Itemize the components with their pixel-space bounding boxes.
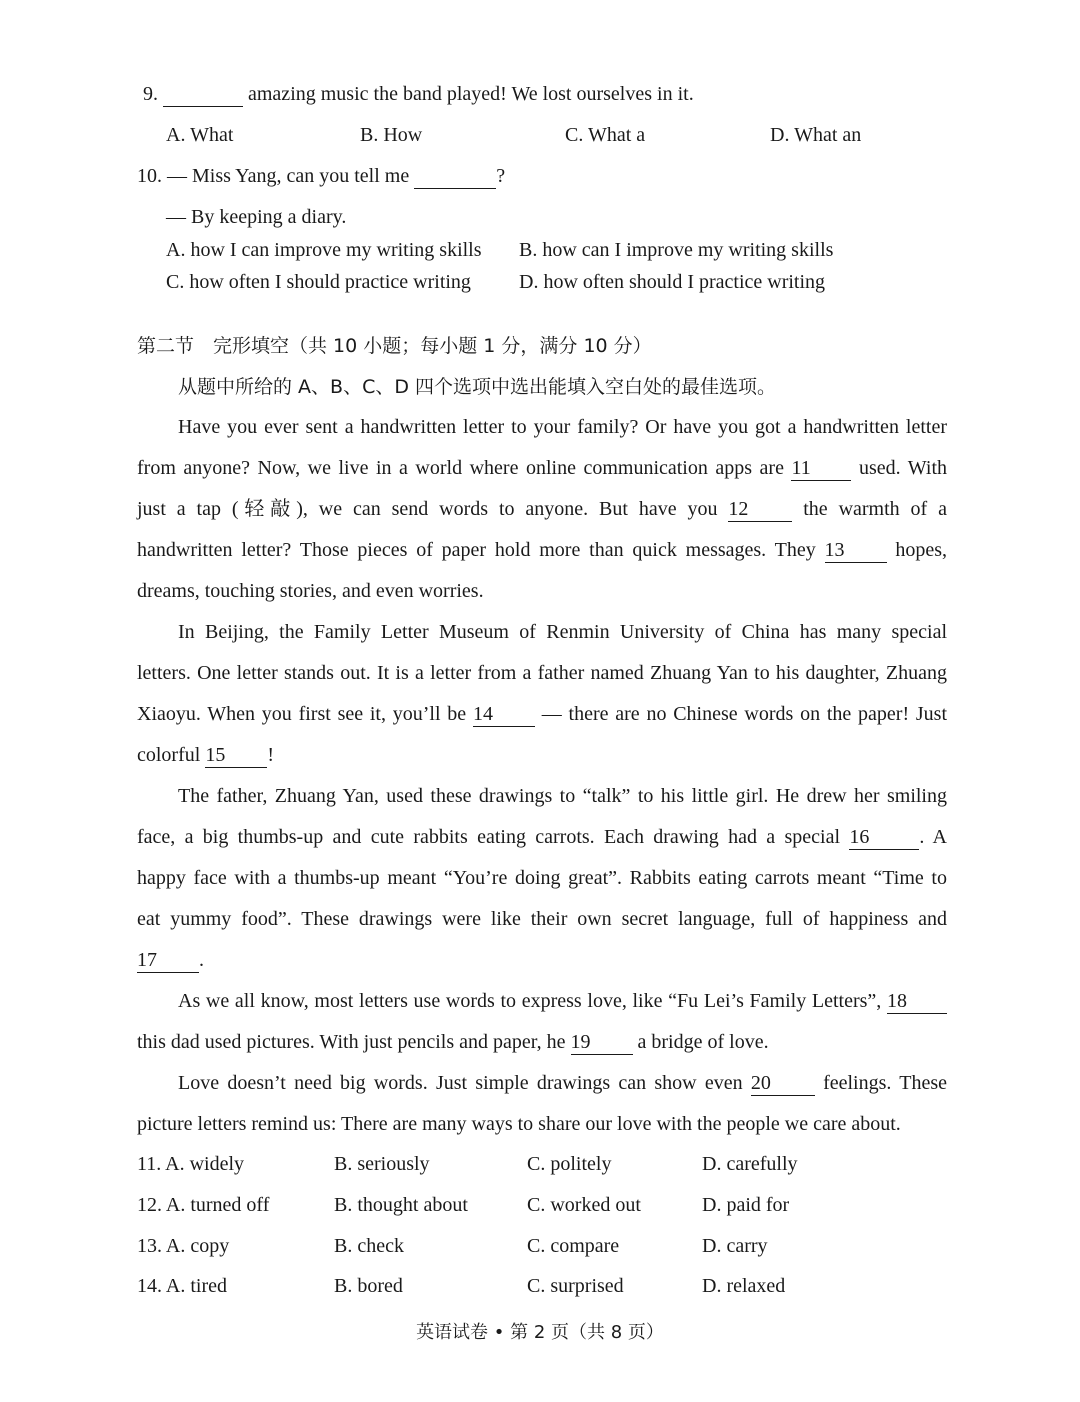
q13-option-a: 13. A. copy [137,1235,230,1257]
blank-20: 20 [751,1071,815,1096]
q14-option-a: 14. A. tired [137,1275,227,1297]
q9-number: 9. [143,83,158,105]
q11-option-c: C. politely [527,1153,612,1175]
passage-p1-r5: dreams, touching stories, and even worries. [137,580,484,602]
q9-option-d: D. What an [770,124,862,146]
q14-option-d: D. relaxed [702,1275,786,1297]
q9-option-b: B. How [360,124,423,146]
blank-17: 17 [137,948,199,973]
passage-p4-r1: As we all know, most letters use words to express love, like “Fu Lei’s Family Letters”, 18 [178,987,947,1015]
passage-p5-r1: Love doesn’t need big words. Just simple drawings can show even 20 feelings. These [178,1072,948,1094]
q10-option-b: B. how can I improve my writing skills [519,239,834,261]
q9-stem [143,80,694,108]
blank-15: 15 [205,743,267,768]
blank-12: 12 [728,497,792,522]
q10-stem [137,162,505,190]
q14-option-b: B. bored [334,1275,403,1297]
passage-p3-r2: face, a big thumbs-up and cute rabbits eating carrots. Each drawing had a special 16 . A [137,826,947,848]
q10-reply: — By keeping a diary. [166,206,347,228]
passage-p2-r1: In Beijing, the Family Letter Museum of Renmin University of China has many special [178,621,947,643]
section-instruction: 从题中所给的 A、B、C、D 四个选项中选出能填入空白处的最佳选项。 [178,376,777,398]
passage-p3-r1: The father, Zhuang Yan, used these drawings to “talk” to his little girl. He drew her smiling [178,785,947,807]
q10-option-d: D. how often should I practice writing [519,271,826,293]
q9-option-a: A. What [166,124,234,146]
passage-p5-r2: picture letters remind us: There are many ways to share our love with the people we care about. [137,1113,901,1135]
passage-p4-r2: this dad used pictures. With just pencils and paper, he 19 a bridge of love. [137,1031,769,1053]
q9-blank [163,82,243,107]
q9-option-c: C. What a [565,124,646,146]
passage-p3-r5: 17 . [137,949,204,971]
passage-p1-r1: Have you ever sent a handwritten letter to your family? Or have you got a handwritten letter [178,416,947,438]
blank-19: 19 [571,1030,633,1055]
q13-option-d: D. carry [702,1235,768,1257]
q9-stem-text: amazing music the band played! We lost ourselves in it. [248,83,694,105]
passage-p1-r3: just a tap (轻敲), we can send words to anyone. But have you 12 the warmth of a [137,498,947,520]
blank-16: 16 [849,825,919,850]
q10-option-a: A. how I can improve my writing skills [166,239,482,261]
passage-p1-r4: handwritten letter? Those pieces of paper hold more than quick messages. They 13 hopes, [137,539,948,561]
q10-option-c: C. how often I should practice writing [166,271,471,293]
page-footer: 英语试卷 • 第 2 页（共 8 页） [416,1322,664,1343]
q10-number: 10. [137,165,162,187]
blank-13: 13 [825,538,887,563]
blank-14: 14 [473,702,535,727]
passage-p2-r4: colorful 15 ! [137,744,274,766]
section-title: 第二节 完形填空（共 10 小题；每小题 1 分，满分 10 分） [137,335,652,357]
q11-option-d: D. carefully [702,1153,798,1175]
q10-blank [414,164,496,189]
q10-stem-before: — Miss Yang, can you tell me [167,165,410,187]
q12-option-c: C. worked out [527,1194,641,1216]
passage-p2-r3: Xiaoyu. When you first see it, you’ll be 14 — there are no Chinese words on the paper! Just [137,703,948,725]
q12-option-d: D. paid for [702,1194,790,1216]
passage-p3-r3: happy face with a thumbs-up meant “You’re doing great”. Rabbits eating carrots meant “Time to [137,867,947,889]
passage-p2-r2: letters. One letter stands out. It is a letter from a father named Zhuang Yan to his daughter, Zhuang [137,662,947,684]
q12-option-b: B. thought about [334,1194,468,1216]
q11-option-b: B. seriously [334,1153,430,1175]
blank-18: 18 [887,989,947,1014]
blank-11: 11 [791,456,851,481]
q14-option-c: C. surprised [527,1275,624,1297]
q10-stem-after: ? [496,165,506,187]
passage-p1-r2: from anyone? Now, we live in a world where online communication apps are 11 used. With [137,457,947,479]
q12-option-a: 12. A. turned off [137,1194,270,1216]
q13-option-b: B. check [334,1235,404,1257]
q11-option-a: 11. A. widely [137,1153,245,1175]
passage-p3-r4: eat yummy food”. These drawings were like their own secret language, full of happiness and [137,908,947,930]
q13-option-c: C. compare [527,1235,620,1257]
